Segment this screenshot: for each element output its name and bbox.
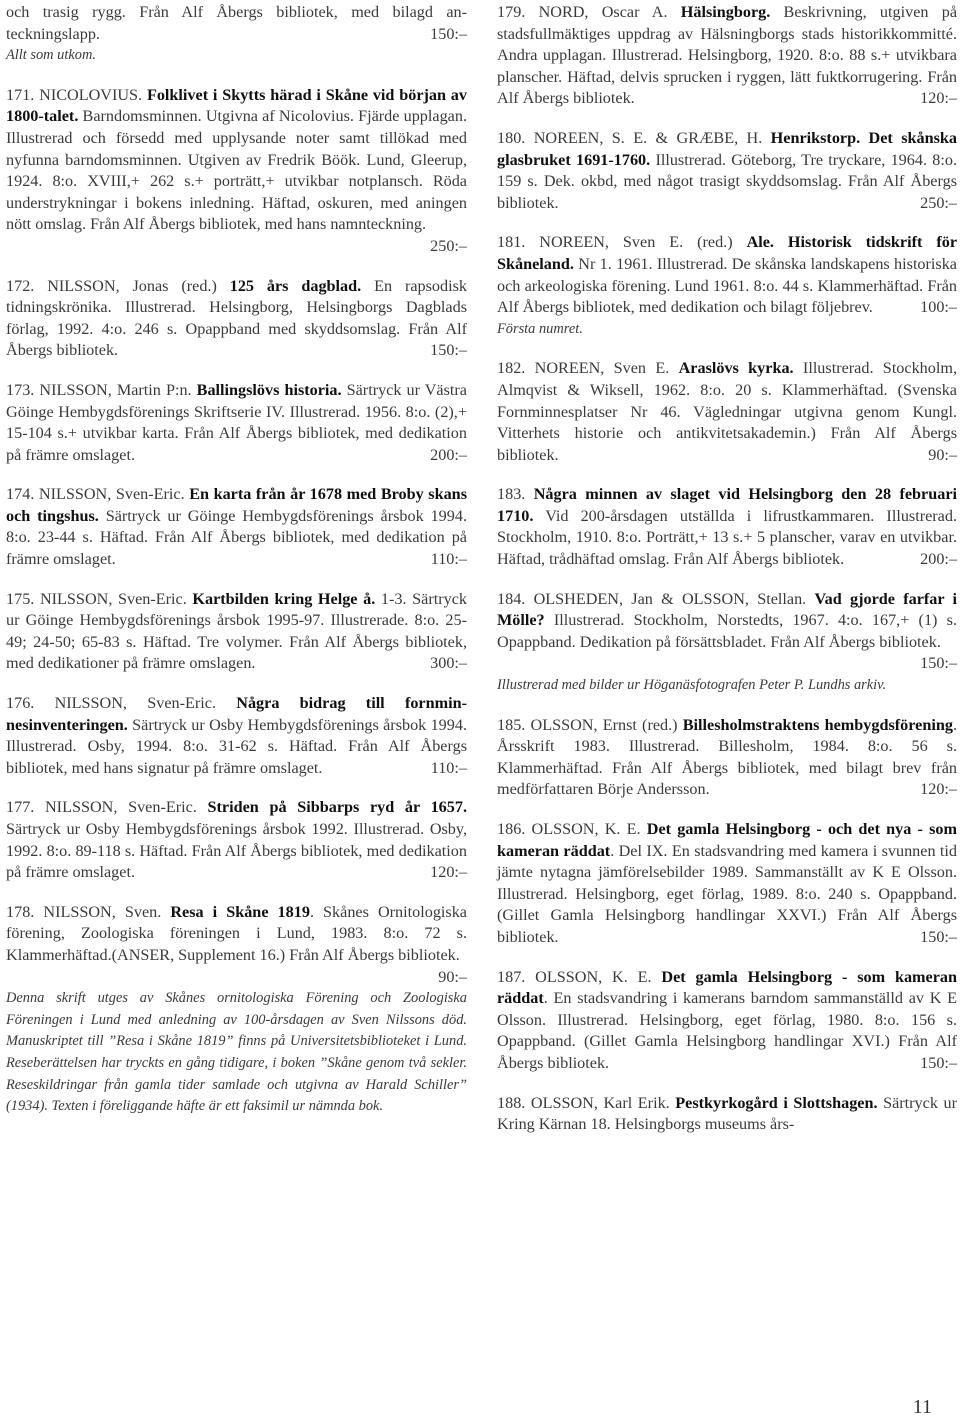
entry-price: 250:– xyxy=(430,236,467,255)
entry-text: 183. xyxy=(497,485,534,504)
entry-text: Särtryck ur Kring Kärnan 18. Helsingborgs museums års- xyxy=(497,1093,957,1134)
entry-title: Ballingslövs historia. xyxy=(196,380,342,399)
catalog-entry xyxy=(6,85,467,258)
entry-title: Hälsingborg. xyxy=(680,3,771,21)
entry-text: . Skånes Ornitologiska förening, Zoologiska föreningen i Lund, 1983. 8:o. 72 s. Klammerhäftad.(ANSER, Supplement 16.) Från Alf Åbergs bibliotek. xyxy=(6,902,467,964)
entry-price: 150:– xyxy=(920,1053,957,1072)
entry-text: Illustrerad. Göteborg, Tre tryckare, 1964. 8:o. 159 s. Dek. okbd, med något trasigt skyddsomslag. Från Alf Åbergs bibliotek. xyxy=(497,150,957,212)
entry-text: 176. NILSSON, Sven-Eric. xyxy=(6,694,237,713)
entry-text: 173. NILSSON, Martin P:n. xyxy=(6,380,197,399)
entry-title: Henrikstorp. Det skånska glasbruket 1691-1760. xyxy=(497,128,957,169)
catalog-entry xyxy=(497,2,957,110)
entry-text: 179. NORD, Oscar A. xyxy=(497,3,681,21)
entry-price: 110:– xyxy=(430,758,467,777)
catalog-entry xyxy=(497,358,957,466)
catalog-entry xyxy=(497,1093,957,1136)
catalog-entry xyxy=(497,589,957,675)
entry-price: 110:– xyxy=(430,550,467,569)
entry-price: 150:– xyxy=(430,24,467,43)
catalog-entry xyxy=(497,967,957,1075)
catalog-entry xyxy=(497,232,957,318)
entry-price: 90:– xyxy=(438,967,467,986)
entry-text: 174. NILSSON, Sven-Eric. xyxy=(6,485,190,504)
catalog-entry xyxy=(497,819,957,949)
entry-text: Särtryck ur Göinge Hembygdsförenings årsbok 1994. 8:o. 23-44 s. Häftad. Från Alf Åbergs bibliotek, med dedikation på främre omslaget. xyxy=(6,506,467,569)
entry-price: 250:– xyxy=(920,193,957,212)
entry-text: 177. NILSSON, Sven-Eric. xyxy=(6,798,208,817)
page-number: 11 xyxy=(912,1396,932,1418)
catalog-entry xyxy=(497,715,957,801)
entry-text: Barndomsminnen. Utgivna af Nicolovius. Fjärde upplagan. Illustrerad och försedd med upplysande noter samt tillökad med nyfunna barndomsminnen. Utgiven av Fredrik Böök. Lund, Gleerup, 1924. 8:o. XVIII,+ 262 s.+ porträtt,+ utvikbar notplansch. Röda understrykningar i bokens inledning. Häftad, oskuren, med aningen nött omslag. Från Alf Åbergs bibliotek, med hans namnteckning. xyxy=(6,107,467,234)
entry-title: Pestkyrkogård i Slottshagen. xyxy=(675,1093,878,1112)
entry-text: 175. NILSSON, Sven-Eric. xyxy=(6,589,193,608)
right-column xyxy=(497,0,957,1136)
catalog-entry xyxy=(497,128,957,214)
entry-text: Illustrerad. Stockholm, Norstedts, 1967. 4:o. 167,+ (1) s. Opappband. Dedikation på försättsbladet. Från Alf Åbergs bibliotek. xyxy=(497,611,957,651)
entry-text: och trasig rygg. Från Alf Åbergs bibliotek, med bilagd anteckningslapp. xyxy=(6,3,467,43)
entry-price: 150:– xyxy=(920,654,957,673)
entry-title: Striden på Sibbarps ryd år 1657. xyxy=(207,798,467,817)
catalog-entry xyxy=(6,902,467,988)
entry-price: 200:– xyxy=(920,550,957,569)
entry-text: 188. OLSSON, Karl Erik. xyxy=(497,1093,676,1112)
catalog-entry xyxy=(6,484,467,570)
entry-text: Illustrerad. Stockholm, Almqvist & Wiksell, 1962. 8:o. 20 s. Klammerhäftad. (Svenska Fornminnesplatser Nr 46. Vägledningar utgivna genom Kungl. Vitterhets historie och antikvitetsakademin.) Från Alf Åbergs bibliotek. xyxy=(497,359,958,464)
entry-text: . Del IX. En stadsvandring med kamera i svunnen tid jämte nytagna jämförelsebilder 1989. Sammanställt av K E Olsson. Illustrerad. Helsingborg, eget förlag, 1989. 8:o. 240 s. Opappband. (Gillet Gamla Helsingborg handlingar XXVI.) Från Alf Åbergs bibliotek. xyxy=(497,841,957,946)
left-column xyxy=(6,0,467,1118)
catalog-entry xyxy=(6,2,467,45)
entry-price: 90:– xyxy=(928,445,957,464)
entry-note: Allt som utkom. xyxy=(6,47,96,64)
entry-title: 125 års dagblad. xyxy=(229,276,362,295)
entry-price: 150:– xyxy=(430,341,467,360)
entry-price: 100:– xyxy=(920,298,957,317)
entry-title: Det gamla Helsingborg - som kameran räddat xyxy=(497,967,957,1008)
entry-title: Några minnen av slaget vid Helsingborg den 28 februari 1710. xyxy=(497,485,958,525)
entry-text: 1-3. Särtryck ur Göinge Hembygdsförenings årsbok 1995-97. Illustrerade. 8:o. 25-49; 24-50; 65-83 s. Häftad. Tre volymer. Från Alf Åbergs bibliotek, med dedikationer på främre omslagen. xyxy=(6,589,468,673)
entry-text: 184. OLSHEDEN, Jan & OLSSON, Stellan. xyxy=(497,589,815,608)
entry-title: Det gamla Helsingborg - och det nya - som kameran räddat xyxy=(497,820,957,860)
catalog-entry xyxy=(6,380,467,466)
entry-text: Vid 200-årsdagen utställda i lifrustkammaren. Illustrerad. Stockholm, 1910. 8:o. Porträtt,+ 13 s.+ 5 planscher, varav en utvikbar. Häftad, trådhäftad omslag. Från Alf Åbergs bibliotek. xyxy=(497,506,957,569)
catalog-entry xyxy=(497,484,957,570)
entry-text: Nr 1. 1961. Illustrerad. De skånska landskapens historiska och arkeologiska förening. Lund 1961. 8:o. 44 s. Klammerhäftad. Från Alf Åbergs bibliotek, med dedikation och bilagt följebrev. xyxy=(497,254,957,317)
entry-title: Araslövs kyrka. xyxy=(678,359,794,378)
entry-title: En karta från år 1678 med Broby skans och tingshus. xyxy=(6,485,467,525)
catalog-entry xyxy=(6,797,467,883)
entry-text: . Årsskrift 1983. Illustrerad. Billesholm, 1984. 8:o. 56 s. Klammerhäftad. Från Alf Åbergs bibliotek, med bilagt brev från medförfattaren Börje Andersson. xyxy=(497,715,957,799)
entry-text: 171. NICOLOVIUS. xyxy=(6,85,147,104)
entry-text: 178. NILSSON, Sven. xyxy=(6,902,171,921)
entry-text: 180. NOREEN, S. E. & GRÆBE, H. xyxy=(497,128,771,147)
entry-price: 200:– xyxy=(430,445,467,464)
entry-text: Beskrivning, utgiven på stadsfullmäktiges uppdrag av Hälsningborgs stads historikkommitté. Andra upplagan. Illustrerad. Helsingborg, 1920. 8:o. 88 s.+ utvikbara planscher. Häftad, delvis sprucken i ryggen, lätt fuktkorrugering. Från Alf Åbergs bibliotek. xyxy=(497,3,957,108)
entry-price: 300:– xyxy=(430,654,467,673)
entry-note: Denna skrift utges av Skånes ornitologiska Förening och Zoologiska Föreningen i Lund med anledning av 100-årsdagen av Sven Nilssons död. Manuskriptet till ”Resa i Skåne 1819” finns på Universitetsbiblioteket i Lund. Reseberättelsen har tryckts en gång tidigare, i boken ”Skåne genom två sekler. Reseskildringar från gamla tider samlade och utgivna av Harald Schiller” (1934). Texten i föreliggande häfte är ett faksimil ur nämnda bok. xyxy=(6,990,467,1115)
entry-text: En rapsodisk tidningskrönika. Illustrerad. Helsingborg, Helsingborgs Dagblads förlag, 1992. 4:o. 246 s. Opappband med skyddsomslag. Från Alf Åbergs bibliotek. xyxy=(6,276,467,360)
entry-text: 185. OLSSON, Ernst (red.) xyxy=(497,715,683,734)
entry-title: Folklivet i Skytts härad i Skåne vid början av 1800-talet. xyxy=(6,85,467,126)
entry-text: 182. NOREEN, Sven E. xyxy=(497,359,679,378)
catalog-entry xyxy=(6,693,467,779)
entry-text: 187. OLSSON, K. E. xyxy=(497,967,662,986)
entry-title: Några bidrag till fornminnesinventeringen. xyxy=(6,694,467,734)
catalog-entry xyxy=(6,589,467,675)
entry-note: Illustrerad med bilder ur Höganäsfotografen Peter P. Lundhs arkiv. xyxy=(497,677,887,694)
entry-title: Billesholmstraktens hembygdsförening xyxy=(682,715,953,734)
catalog-entry xyxy=(6,276,467,362)
entry-price: 150:– xyxy=(920,927,957,946)
entry-price: 120:– xyxy=(920,780,957,799)
entry-note: Första numret. xyxy=(497,320,583,337)
entry-title: Ale. Historisk tidskrift för Skåneland. xyxy=(497,233,957,273)
entry-price: 120:– xyxy=(920,89,957,108)
entry-text: 172. NILSSON, Jonas (red.) xyxy=(6,276,230,295)
entry-title: Resa i Skåne 1819 xyxy=(170,902,310,921)
entry-title: Kartbilden kring Helge å. xyxy=(192,589,376,608)
entry-text: Särtryck ur Västra Göinge Hembygdsförenings Skriftserie IV. Illustrerad. 1956. 8:o. (2),+ 15-104 s.+ utvikbar karta. Från Alf Åbergs bibliotek, med dedikation på främre omslaget. xyxy=(6,380,467,464)
entry-text: Särtryck ur Osby Hembygdsförenings årsbok 1992. Illustrerad. Osby, 1992. 8:o. 89-118 s. Häftad. Från Alf Åbergs bibliotek, med dedikation på främre omslaget. xyxy=(6,820,467,882)
entry-title: Vad gjorde farfar i Mölle? xyxy=(497,589,957,630)
entry-text: 181. NOREEN, Sven E. (red.) xyxy=(497,233,747,252)
entry-price: 120:– xyxy=(430,863,467,882)
entry-text: . En stadsvandring i kamerans barndom sammanställd av K E Olsson. Illustrerad. Helsingborg, eget förlag, 1980. 8:o. 156 s. Opappband. (Gillet Gamla Helsingborg handlingar XVI.) Från Alf Åbergs bibliotek. xyxy=(497,989,957,1072)
entry-text: 186. OLSSON, K. E. xyxy=(497,820,647,838)
entry-text: Särtryck ur Osby Hembygdsförenings årsbok 1994. Illustrerad. Osby, 1994. 8:o. 31-62 s. Häftad. Från Alf Åbergs bibliotek, med hans signatur på främre omslaget. xyxy=(6,715,467,777)
